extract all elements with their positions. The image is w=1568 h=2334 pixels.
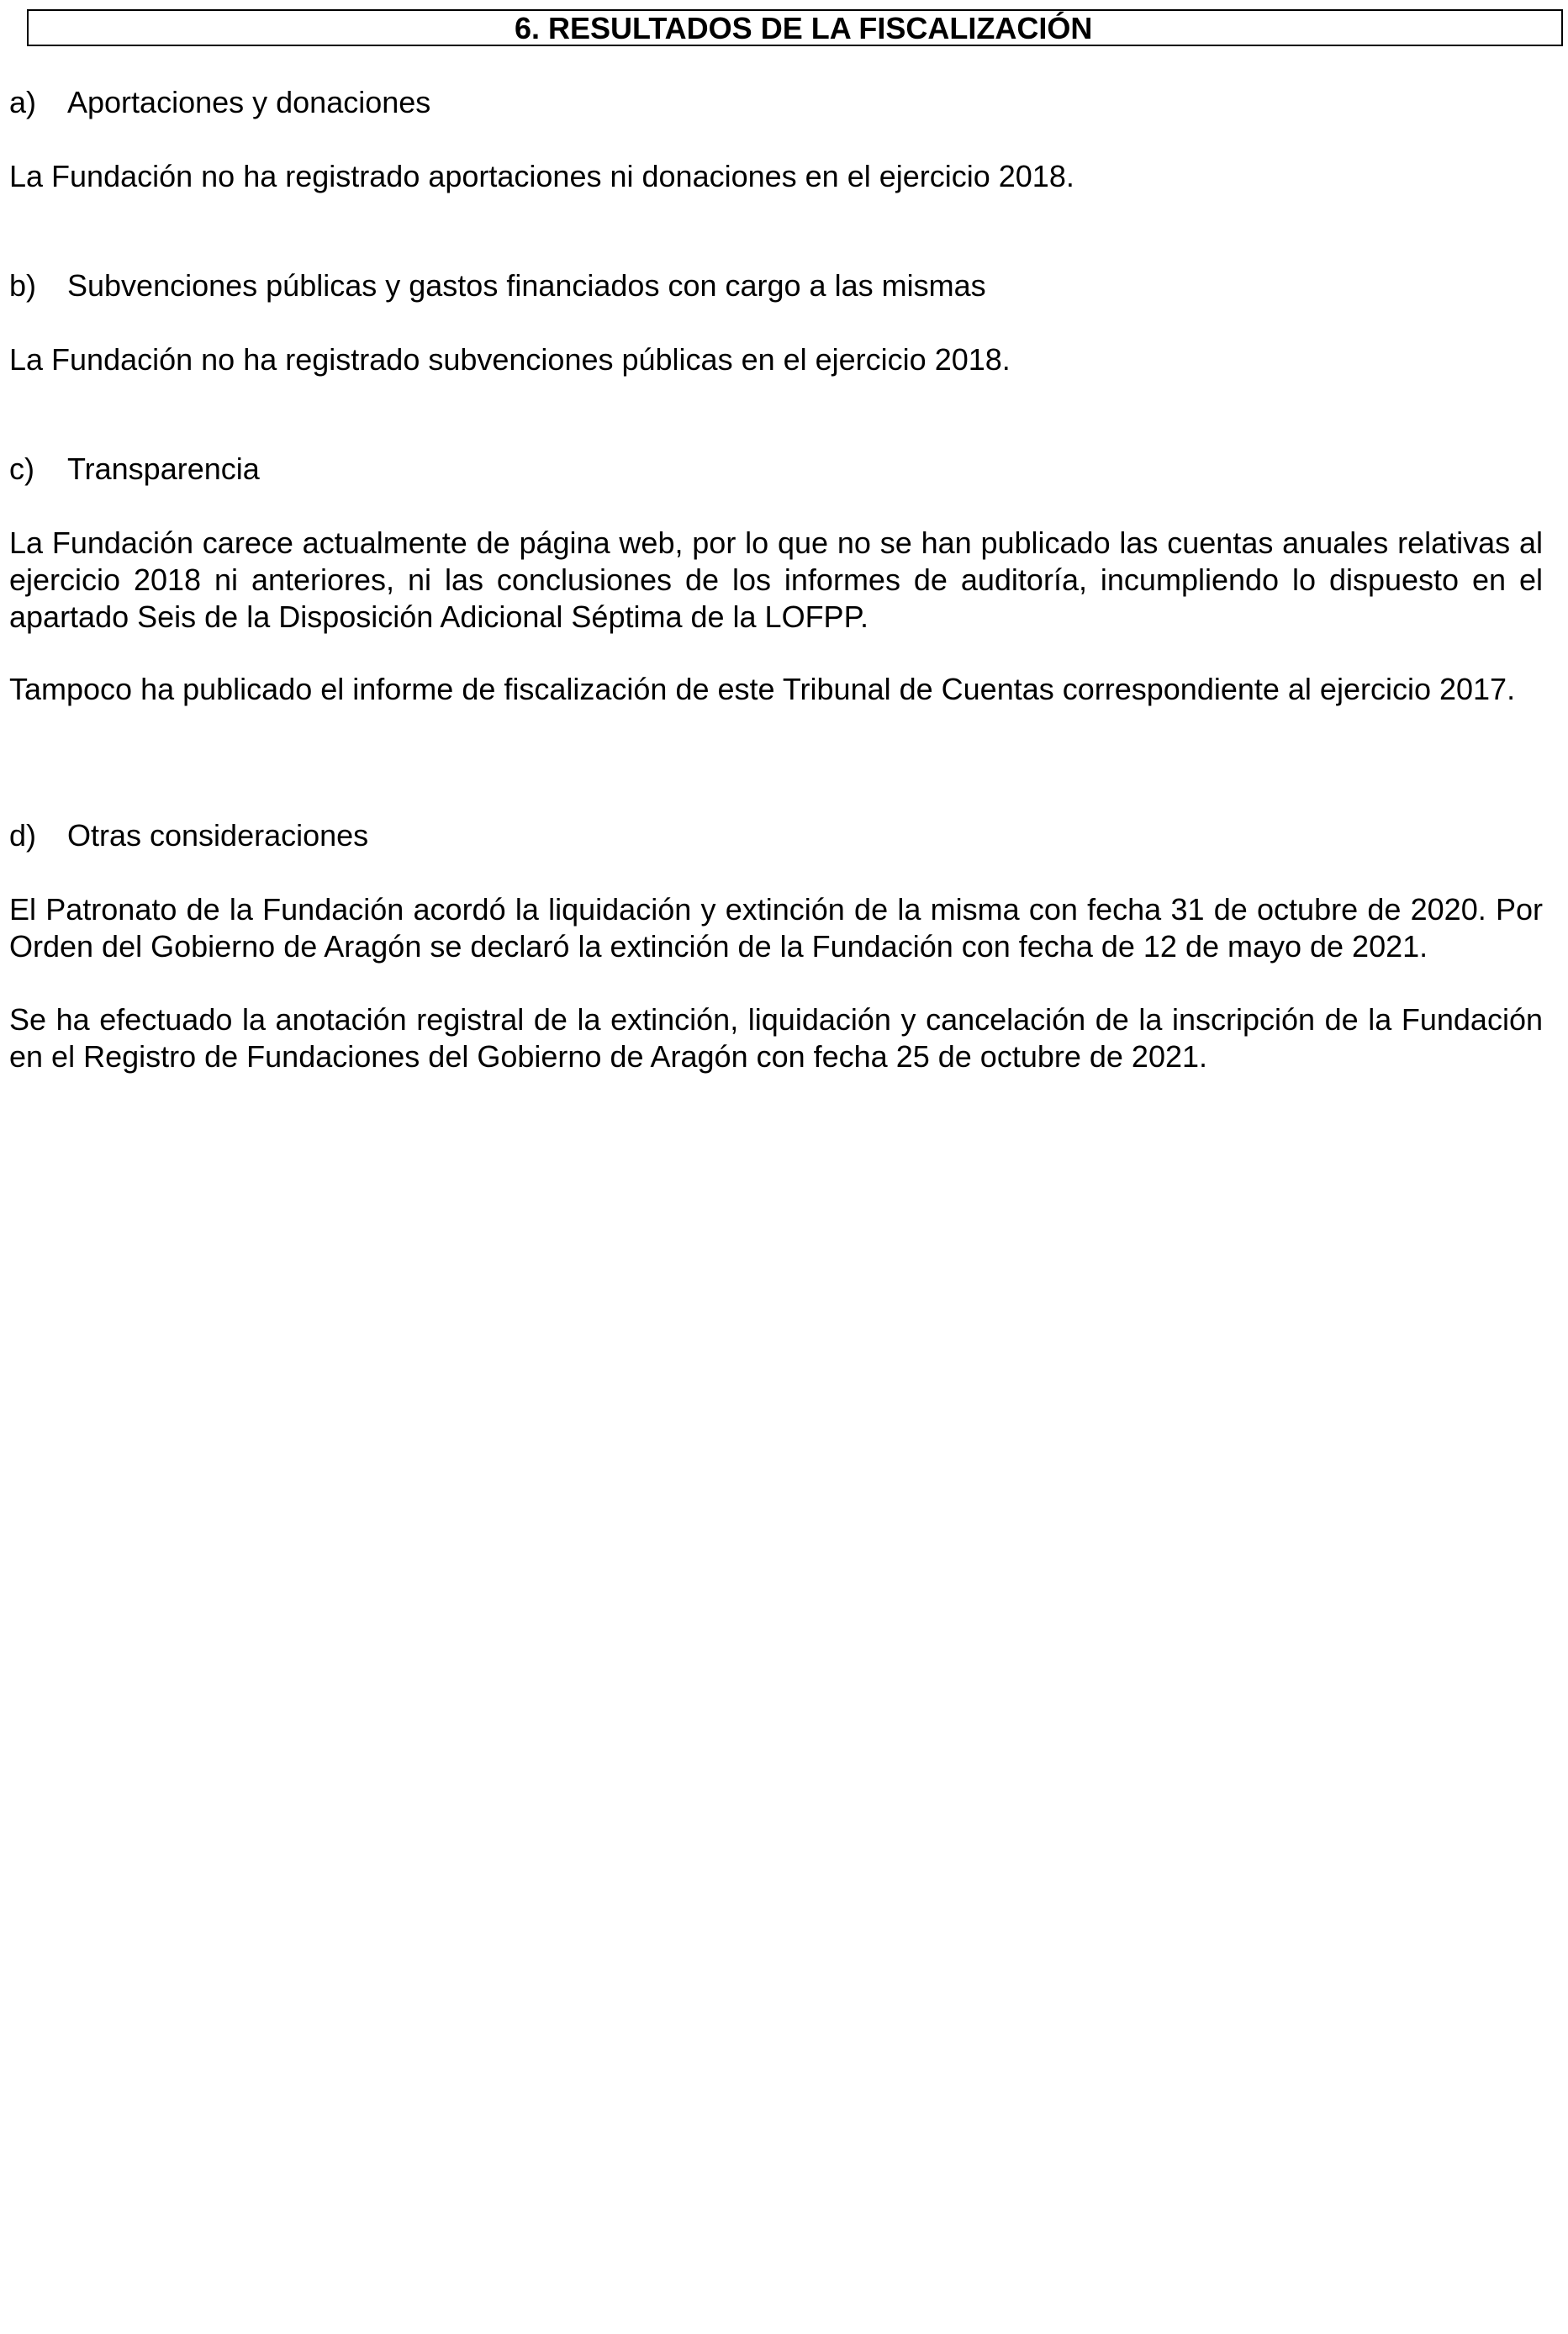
paragraph-transparencia-2: Tampoco ha publicado el informe de fiscalización de este Tribunal de Cuentas correspondiente al ejercicio 2017.: [9, 672, 1516, 706]
heading-letter: a): [9, 85, 37, 119]
heading-aportaciones: [9, 84, 430, 121]
paragraph-transparencia-1: La Fundación carece actualmente de página web, por lo que no se han publicado las cuentas anuales relativas al ejercicio 2018 ni anteriores, ni las conclusiones de los informes de auditoría, incumpliendo lo dispuesto en el apartado Seis de la Disposición Adicional Séptima de la LOFPP.: [9, 525, 1543, 634]
heading-otras-consideraciones: [9, 817, 368, 854]
heading-text: Otras consideraciones: [67, 818, 369, 853]
section-title: 6. RESULTADOS DE LA FISCALIZACIÓN: [515, 11, 1093, 45]
heading-text: Subvenciones públicas y gastos financiados con cargo a las mismas: [67, 268, 986, 303]
paragraph-otras-2: Se ha efectuado la anotación registral de la extinción, liquidación y cancelación de la inscripción de la Fundación en el Registro de Fundaciones del Gobierno de Aragón con fecha 25 de octubre de 2021.: [9, 1002, 1543, 1074]
heading-transparencia: [9, 451, 260, 488]
heading-text: Transparencia: [67, 451, 260, 486]
heading-letter: d): [9, 818, 37, 853]
section-title-box: [27, 9, 1563, 46]
heading-subvenciones: [9, 267, 986, 304]
heading-letter: c): [9, 451, 34, 486]
paragraph-aportaciones: La Fundación no ha registrado aportaciones ni donaciones en el ejercicio 2018.: [9, 159, 1074, 193]
paragraph-otras-1: El Patronato de la Fundación acordó la liquidación y extinción de la misma con fecha 31 de octubre de 2020. Por Orden del Gobierno de Aragón se declaró la extinción de la Fundación con fecha de 12 de mayo de 2021.: [9, 892, 1543, 964]
paragraph-subvenciones: La Fundación no ha registrado subvenciones públicas en el ejercicio 2018.: [9, 342, 1011, 377]
heading-text: Aportaciones y donaciones: [67, 85, 431, 119]
heading-letter: b): [9, 268, 37, 303]
